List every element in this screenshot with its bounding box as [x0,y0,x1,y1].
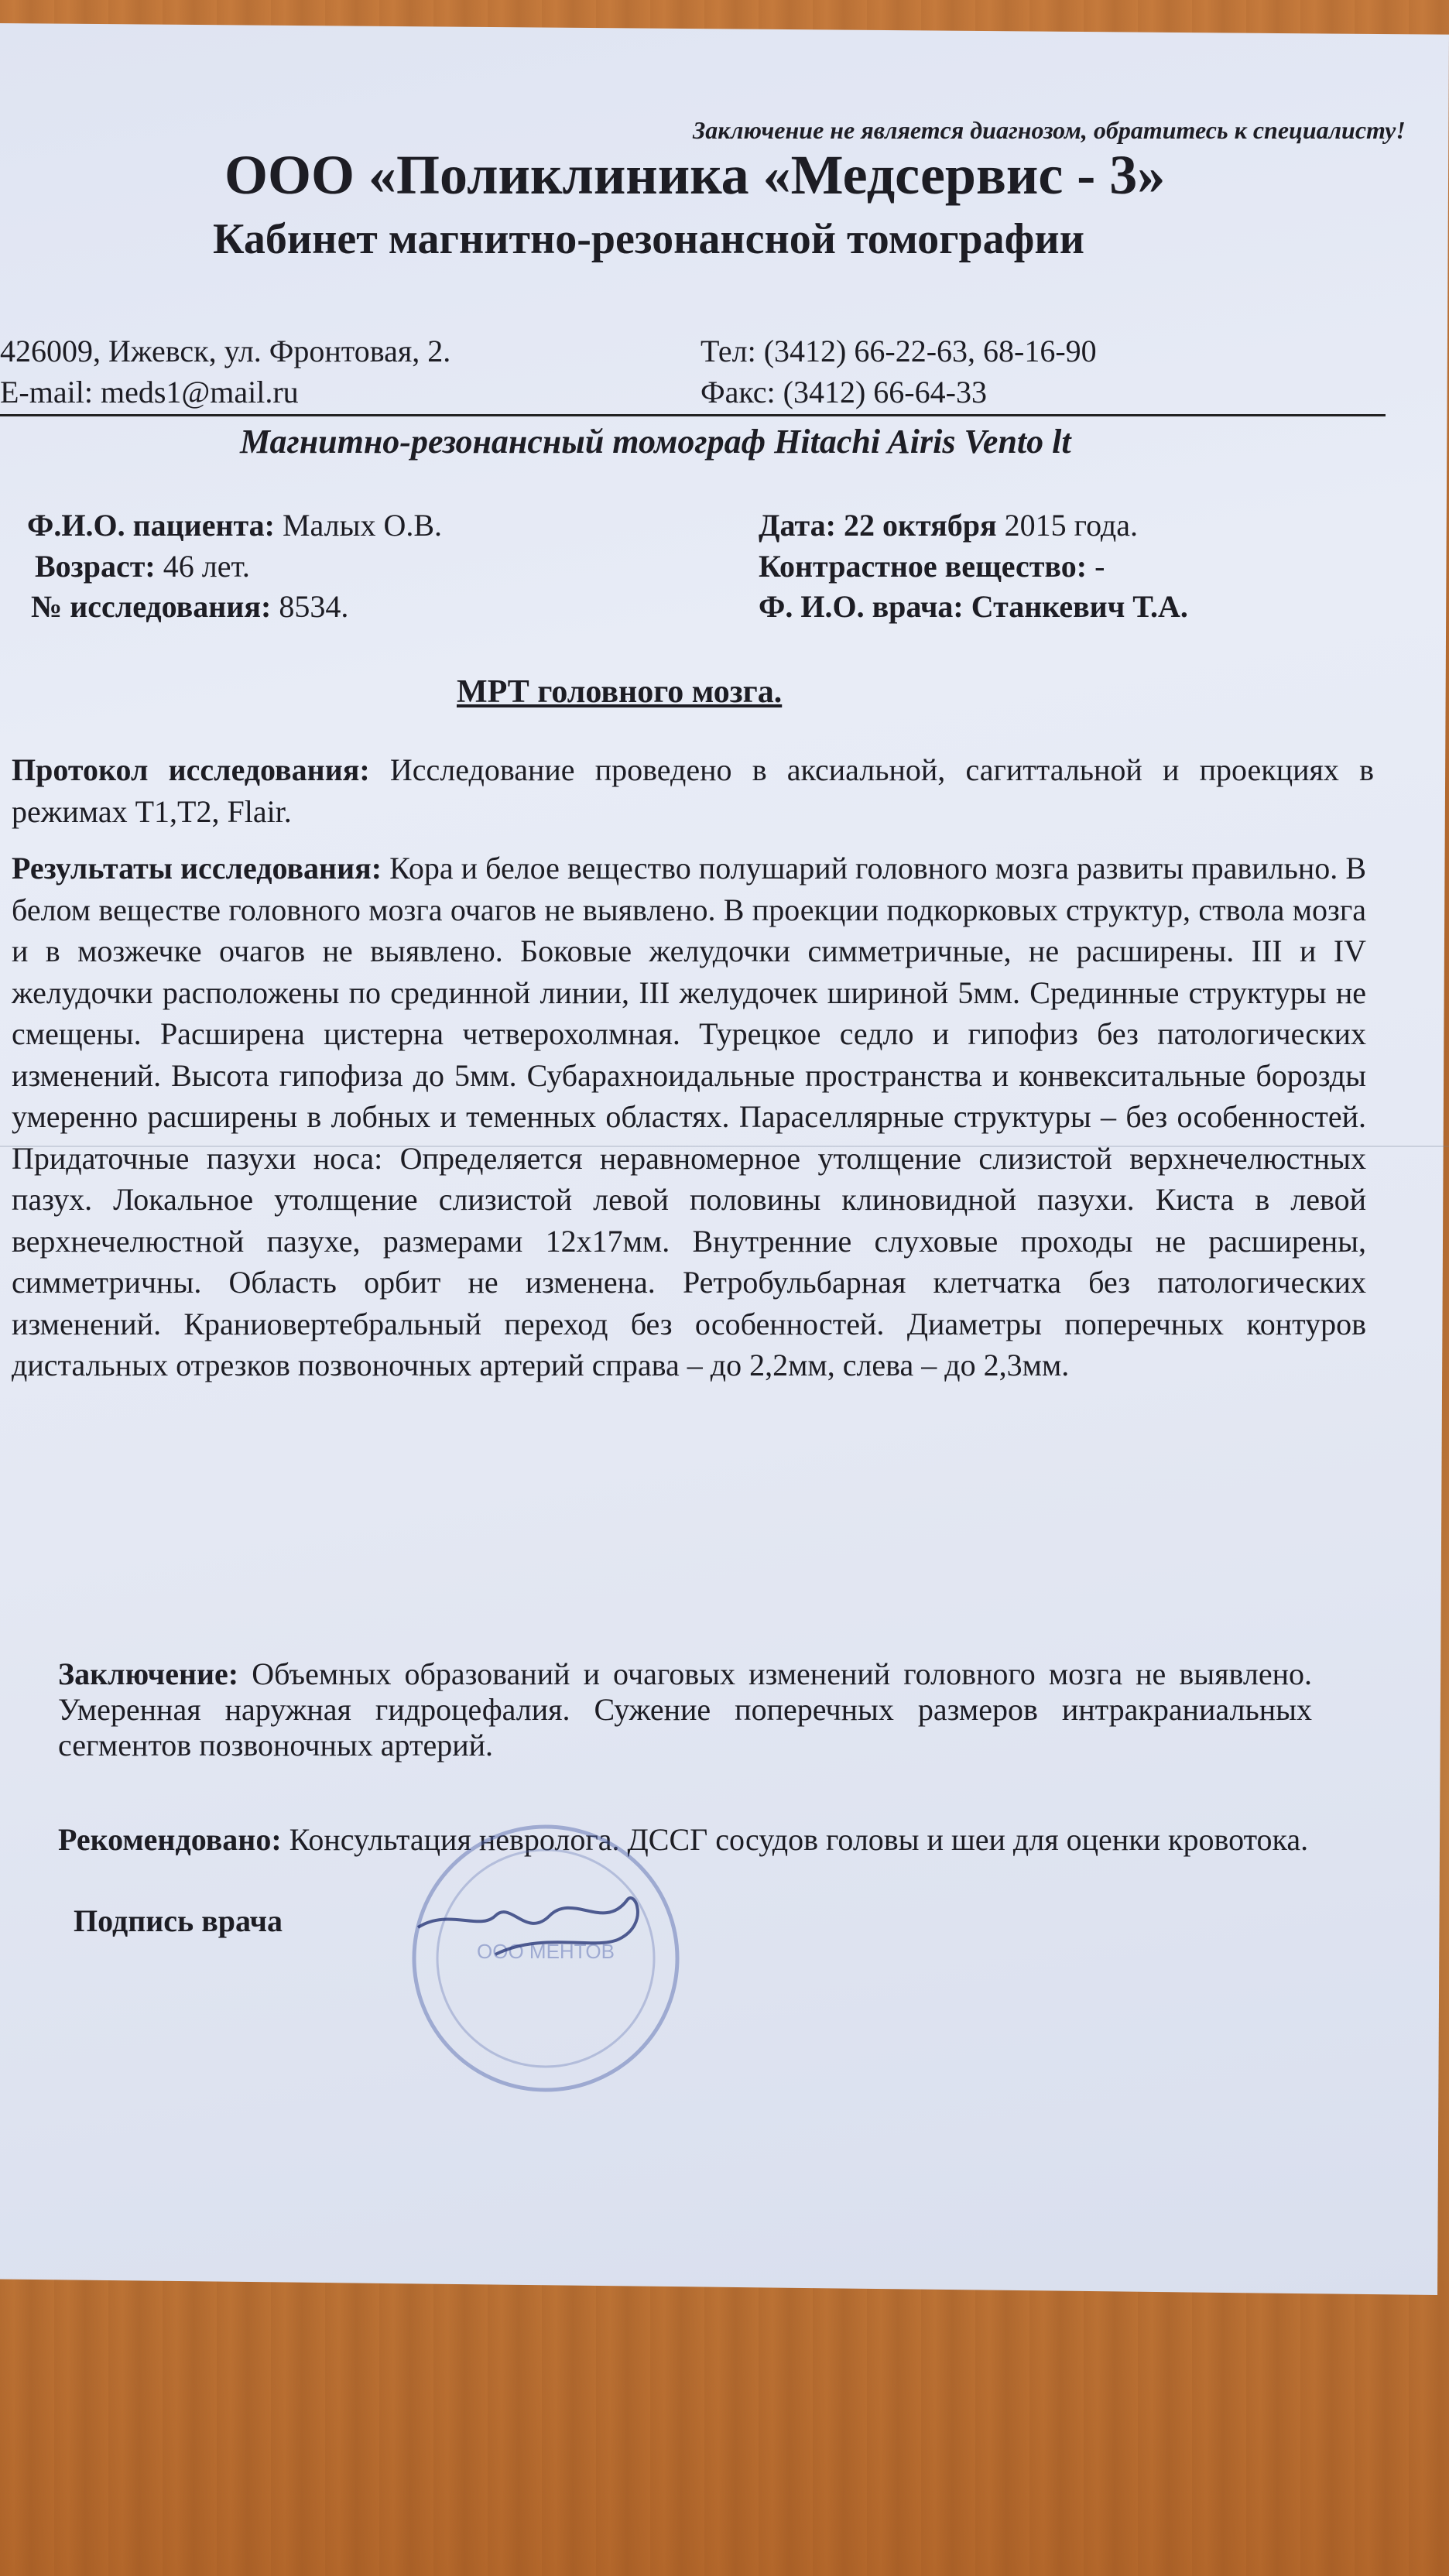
patient-age-value: 46 лет. [163,549,250,584]
header-divider [0,414,1386,416]
patient-age-label: Возраст: [35,549,156,584]
clinic-name: ООО «Поликлиника «Медсервис - 3» [224,144,1166,206]
conclusion-label: Заключение: [58,1656,239,1691]
protocol-label: Протокол исследования: [12,752,370,787]
clinic-stamp [402,1815,689,2102]
contrast-row [759,548,1105,584]
date-value-bold: 22 октября [843,508,997,543]
results-label: Результаты исследования: [12,851,382,886]
department-title: Кабинет магнитно-резонансной томографии [213,215,1084,263]
date-value-year: 2015 года. [1004,508,1139,543]
clinic-fax: Факс: (3412) 66-64-33 [701,375,987,409]
clinic-phone: Тел: (3412) 66-22-63, 68-16-90 [701,334,1097,368]
patient-age-row [35,548,250,584]
patient-name-label: Ф.И.О. пациента: [27,508,275,543]
results-text: Кора и белое вещество полушарий головного мозга развиты правильно. В белом веществе головного мозга очагов не выявлено. В проекции подкорковых структур, ствола мозга и в мозжечке очагов не выявлено. Боковые желудочки симметричные, не расширены. III и IV желудочки расположены по срединной линии, III желудочек шириной 5мм. Срединные структуры не смещены. Расширена цистерна четверохолмная. Турецкое седло и гипофиз без патологических изменений. Высота гипофиза до 5мм. Субарахноидальные пространства и конвекситальные борозды умеренно расширены в лобных и теменных областях. Параселлярные структуры – без особенностей. Придаточные пазухи носа: Определяется неравномерное утолщение слизистой верхнечелюстных пазух. Локальное утолщение слизистой левой половины клиновидной пазухи. Киста в левой верхнечелюстной пазухе, размерами 12х17мм. Внутренние слуховые проходы не расширены, симметричны. Область орбит не изменена. Ретробульбарная клетчатка без патологических изменений. Краниовертебральный переход без особенностей. Диаметры поперечных контуров дистальных отрезков позвоночных артерий справа – до 2,2мм, слева – до 2,3мм. [12,851,1366,1382]
results-paragraph [12,848,1366,1386]
study-number-label: № исследования: [31,589,272,624]
protocol-text: Исследование проведено в аксиальной, сагиттальной и проекциях в режимах T1,T2, Flair. [12,752,1375,829]
clinic-address: 426009, Ижевск, ул. Фронтовая, 2. [0,334,451,368]
conclusion-paragraph [58,1656,1312,1763]
disclaimer: Заключение не является диагнозом, обратитесь к специалисту! [693,116,1406,144]
doctor-label: Ф. И.О. врача: [759,589,964,624]
signature-label: Подпись врача [74,1903,283,1938]
recommendation-paragraph [58,1822,1327,1858]
doctor-value: Станкевич Т.А. [971,589,1188,624]
contrast-label: Контрастное вещество: [759,549,1088,584]
contrast-value: - [1094,549,1105,584]
clinic-email: E-mail: meds1@mail.ru [0,375,299,409]
device-name: Магнитно-резонансный томограф Hitachi Airis Vento lt [240,423,1071,461]
patient-name-value: Малых О.В. [282,508,443,543]
report-title: МРТ головного мозга. [457,674,783,710]
date-label: Дата: [759,508,836,543]
patient-name-row [27,507,442,543]
protocol-paragraph [12,749,1374,832]
recommendation-label: Рекомендовано: [58,1822,282,1857]
study-number-value: 8534. [279,589,349,624]
doctor-row [759,588,1188,625]
conclusion-text: Объемных образований и очаговых изменений головного мозга не выявлено. Умеренная наружная гидроцефалия. Сужение поперечных размеров интракраниальных сегментов позвоночных артерий. [58,1656,1313,1762]
date-row [759,507,1138,543]
study-number-row [31,588,348,625]
recommendation-text: Консультация невролога. ДССГ сосудов головы и шеи для оценки кровотока. [289,1822,1309,1857]
stamp-text: ООО МЕНТОВ [477,1940,615,1963]
